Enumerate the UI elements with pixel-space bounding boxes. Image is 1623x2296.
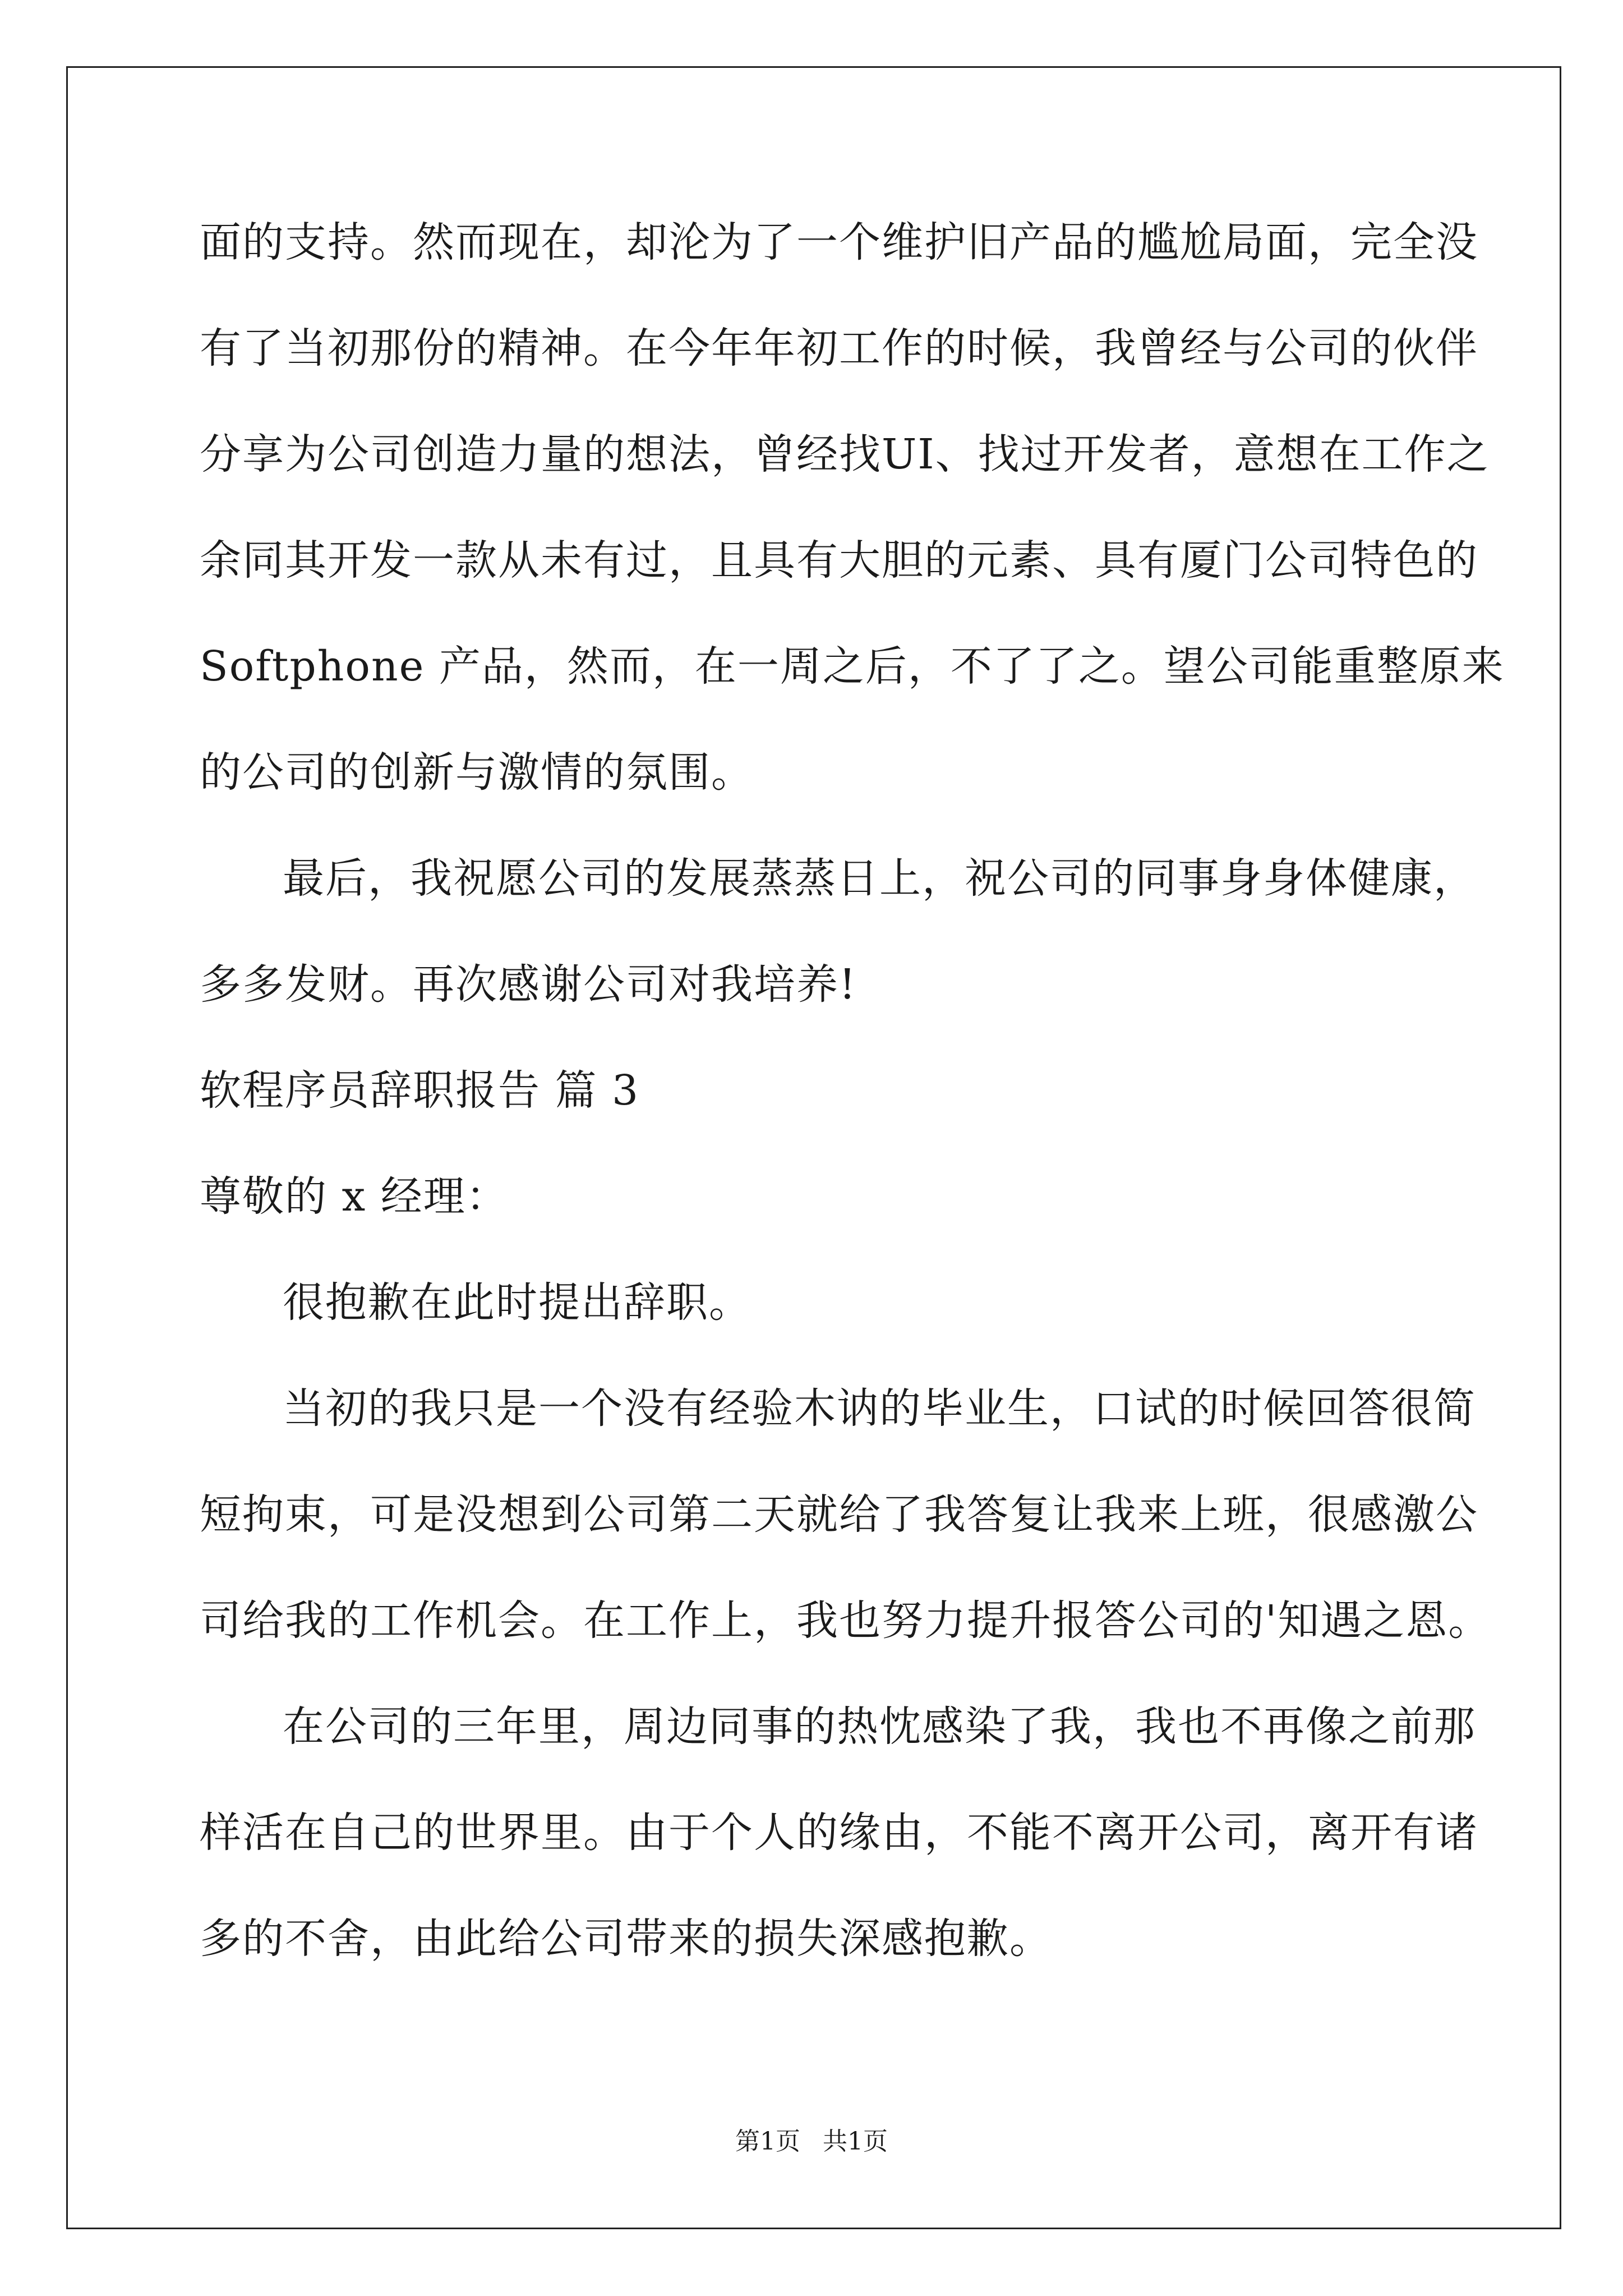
- paragraph-line: 最后，我祝愿公司的发展蒸蒸日上，祝公司的同事身身体健康，: [283, 854, 1476, 903]
- paragraph-line: 在公司的三年里，周边同事的热忱感染了我，我也不再像之前那: [283, 1703, 1476, 1751]
- salutation: 尊敬的 x 经理：: [200, 1172, 509, 1221]
- paragraph-line: 面的支持。然而现在，却沦为了一个维护旧产品的尴尬局面，完全没: [200, 218, 1478, 266]
- document-body: [200, 209, 1505, 2011]
- page-footer: [0, 2125, 1623, 2159]
- page-number: 第1页: [735, 2127, 800, 2156]
- paragraph-line: 分享为公司创造力量的想法，曾经找UI、找过开发者，意想在工作之: [200, 430, 1490, 478]
- paragraph-line: 短拘束，可是没想到公司第二天就给了我答复让我来上班，很感激公: [200, 1490, 1478, 1539]
- paragraph-line: 有了当初那份的精神。在今年年初工作的时候，我曾经与公司的伙伴: [200, 324, 1478, 372]
- paragraph-line: 样活在自己的世界里。由于个人的缘由，不能不离开公司，离开有诸: [200, 1809, 1478, 1857]
- page-total: 共1页: [823, 2127, 888, 2156]
- paragraph-line: 多多发财。再次感谢公司对我培养!: [200, 960, 857, 1009]
- section-heading: 软程序员辞职报告 篇 3: [200, 1066, 640, 1115]
- paragraph-line: 的公司的创新与激情的氛围。: [200, 748, 754, 797]
- paragraph-line: 余同其开发一款从未有过，且具有大胆的元素、具有厦门公司特色的: [200, 536, 1478, 585]
- paragraph-line: 司给我的工作机会。在工作上，我也努力提升报答公司的'知遇之恩。: [200, 1596, 1491, 1645]
- paragraph-line: 多的不舍，由此给公司带来的损失深感抱歉。: [200, 1915, 1052, 1963]
- paragraph-line: 当初的我只是一个没有经验木讷的毕业生，口试的时候回答很简: [283, 1384, 1476, 1433]
- paragraph-line: Softphone 产品，然而，在一周之后，不了了之。望公司能重整原来: [200, 642, 1505, 691]
- paragraph-line: 很抱歉在此时提出辞职。: [283, 1278, 751, 1327]
